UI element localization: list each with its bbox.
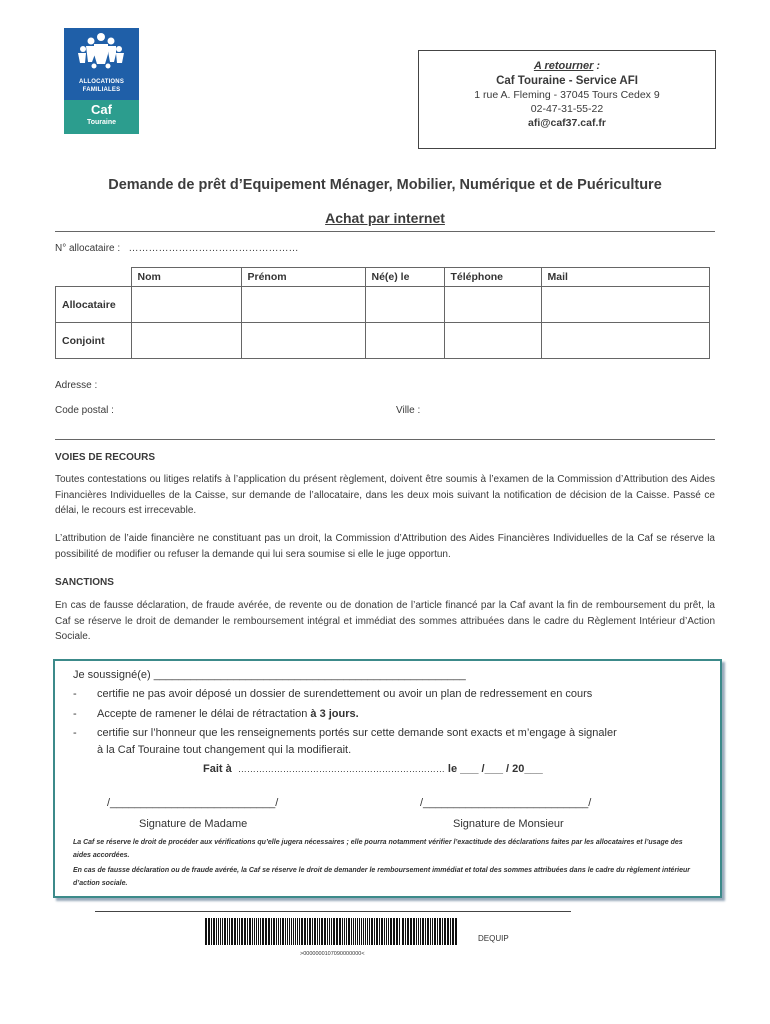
sanctions-heading: SANCTIONS [55, 577, 114, 588]
col-header: Né(e) le [365, 268, 444, 287]
declaration-item-2: Accepte de ramener le délai de rétractation à 3 jours. [97, 708, 359, 720]
logo-region: Touraine [86, 119, 117, 126]
table-cell-input[interactable] [444, 323, 541, 359]
table-cell-input[interactable] [241, 287, 365, 323]
col-header: Mail [541, 268, 709, 287]
declaration-intro[interactable]: Je soussigné(e) ___________________________________________________ [73, 669, 466, 681]
row-header: Conjoint [56, 323, 132, 359]
page-subtitle: Achat par internet [325, 210, 445, 226]
logo-brand: Caf [91, 102, 112, 117]
return-address-box [418, 50, 716, 149]
sanctions-paragraph: En cas de fausse déclaration, de fraude avérée, de revente ou de donation de l’article financé par la Caf avant la fin de remboursement du prêt, la Caf se réserve le droit de demander le remboursement intégral et immédiat des sommes attribuées dans le cadre du Règlement Intérieur d’Action Sociale. [55, 600, 715, 642]
recours-paragraph-1: Toutes contestations ou litiges relatifs à l’application du présent règlement, doivent être soumis à l’examen de la Commission d’Attribution des Aides Financières Individuelles de la Caisse, sur demande de l’allocataire, dans les deux mois suivant la notification de décision de la Caisse. Passé ce délai, le recours est irrecevable. [55, 474, 715, 516]
signature-line-madame[interactable]: /___________________________/ [107, 797, 279, 809]
footer-line [95, 911, 571, 912]
allocataire-number: N° allocataire : …………………………………………… [55, 243, 299, 254]
barcode-code: DEQUIP [478, 934, 509, 943]
table-cell-input[interactable] [241, 323, 365, 359]
return-email: afi@caf37.caf.fr [528, 117, 606, 129]
address-label: Adresse : [55, 380, 98, 391]
barcode-number: >0000000107090000000< [300, 951, 365, 957]
table-cell-input[interactable] [541, 323, 709, 359]
recours-paragraph-2: L’attribution de l’aide financière ne constituant pas un droit, la Commission d’Attribution des Aides Financières Individuelles de la Caf se réserve la possibilité de modifier ou refuser la demande qui lui sera soumise si elle le juge opportun. [55, 533, 715, 560]
table-cell-input[interactable] [365, 323, 444, 359]
city-label: Ville : [396, 405, 421, 416]
page-title: Demande de prêt d’Equipement Ménager, Mobilier, Numérique et de Puériculture [108, 177, 662, 193]
return-org: Caf Touraine - Service AFI [496, 75, 638, 87]
fraud-note: En cas de fausse déclaration ou de fraude avérée, la Caf se réserve le droit de demander le remboursement immédiat et total des sommes attribuées dans le cadre du règlement intérieur d’action sociale. [73, 867, 691, 887]
logo-line1: ALLOCATIONS [78, 79, 125, 85]
declaration-item-3-cont: à la Caf Touraine tout changement qui la modifierait. [97, 744, 352, 756]
recours-heading: VOIES DE RECOURS [55, 452, 156, 463]
retraction-days: à 3 jours. [310, 708, 359, 720]
divider [55, 231, 715, 232]
table-cell-input[interactable] [131, 287, 241, 323]
col-header: Téléphone [444, 268, 541, 287]
table-cell-input[interactable] [365, 287, 444, 323]
signature-line-monsieur[interactable]: /___________________________/ [420, 797, 592, 809]
declaration-item-1: certifie ne pas avoir déposé un dossier de surendettement ou avoir un plan de redressement en cours [97, 688, 593, 700]
return-heading: A retourner : [533, 60, 601, 72]
signature-madame-label: Signature de Madame [139, 818, 248, 830]
identity-table [55, 267, 710, 359]
declaration-item-3: certifie sur l’honneur que les renseignements portés sur cette demande sont exacts et m’engage à signaler [97, 727, 617, 739]
verification-note: La Caf se réserve le droit de procéder aux vérifications qu’elle jugera nécessaires ; elle pourra notamment vérifier l’exactitude des déclarations faites par les allocataires et l’usage des aides accordées. [73, 839, 683, 859]
table-cell-input[interactable] [444, 287, 541, 323]
bullet: - [73, 688, 77, 700]
divider [55, 439, 715, 440]
caf-logo [64, 28, 139, 134]
bullet: - [73, 727, 77, 739]
bullet: - [73, 708, 77, 720]
col-header: Nom [131, 268, 241, 287]
return-address: 1 rue A. Fleming - 37045 Tours Cedex 9 [474, 89, 660, 101]
logo-top-panel [64, 28, 139, 100]
logo-line2: FAMILIALES [82, 87, 121, 93]
table-cell-input[interactable] [541, 287, 709, 323]
fait-a-line[interactable]: Fait à …………………………………………………………… le ___ /___ / 20___ [203, 763, 543, 775]
row-header: Allocataire [56, 287, 132, 323]
allocataire-number-field[interactable]: …………………………………………… [128, 243, 299, 254]
return-phone: 02-47-31-55-22 [530, 103, 604, 115]
postal-code-label: Code postal : [55, 405, 114, 416]
signature-monsieur-label: Signature de Monsieur [453, 818, 564, 830]
table-corner [56, 268, 132, 287]
barcode [205, 918, 459, 945]
table-cell-input[interactable] [131, 323, 241, 359]
family-figures-icon [64, 28, 139, 76]
col-header: Prénom [241, 268, 365, 287]
